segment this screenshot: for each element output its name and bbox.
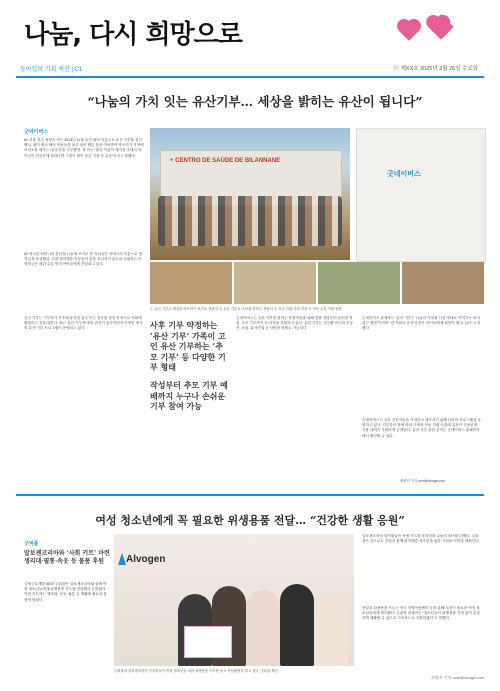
hygiene-kit-box: [184, 626, 232, 658]
article1-organization: 굿네이버스: [24, 129, 49, 135]
article2-body-1: 국제구호개발 NGO 굿피플은 알보젠코리아와 함께 여성 청소년들에게 위생용품 키트를 전달했다고 밝혔다. 이번 키트에는 생리대, 속옷, 필통 등 생활에 필요한 물품이 담겼다.: [24, 582, 107, 602]
heart-icon: [399, 21, 419, 41]
article2-body-3: 전달된 위생용품 키트는 전국 지역아동센터 등을 통해 도움이 필요한 여성 청소년들에게 배부됐다. 굿피플 관계자는 “청소년들이 위생용품 걱정 없이 건강하게 생활할 수 있도록 지속적으로 지원하겠다”고 말했다.: [362, 606, 480, 621]
article1-body-3: 유산 기부는 기부자가 사후에 유산의 일부 또는 전부를 공익 목적으로 사회에 환원하는 것을 말한다. 최근 유산 기부에 대한 관심이 높아지면서 다양한 방식의 유산 기부 프로그램이 운영되고 있다.: [24, 316, 143, 331]
hearts-illustration: [372, 10, 482, 50]
issue-date: ⓒ 제XX호 2025년 2월 26일 수요일: [393, 66, 478, 72]
article1-photo-3: [234, 262, 316, 304]
article2-photo-caption: 굿피플과 알보젠코리아 임직원들이 여성 청소년을 위한 위생용품 키트를 들고 기념촬영을 하고 있다. 굿피플 제공: [114, 669, 278, 673]
article1-body-5: 굿네이버스 관계자는 “유산 기부는 나눔의 가치를 다음 세대로 이어가는 의미 있는 방법”이라며 “한 사람의 유산이 많은 아이들에게 희망이 될 수 있다”고 말했다.: [362, 316, 481, 331]
article1-photo-4: [318, 262, 400, 304]
article2-body-2: 알보젠코리아 임직원들은 직접 키트를 포장하며 나눔의 의미를 더했다. 굿피플은 앞으로도 기업과 함께 취약계층 청소년을 위한 지원을 이어갈 계획이다.: [362, 534, 480, 544]
article2-headline: 여성 청소년에게 꼭 필요한 위생용품 전달… “건강한 생활 응원”: [95, 514, 405, 527]
article1-body-1: #1 서울 거주 정영숙 씨는 2019년 11월 숨진 딸의 이름으로 유산 기부를 결심했다. 딸이 평소 해외 아동들을 돕고 싶어 했던 뜻을 이어받아 아프리카 지역에 보건소를 세우는 데 유산을 기부했다. 정 씨는 “딸의 이름이 새겨진 곳에서 아이들이 건강하게 자란다면 그것이 딸이 남긴 가장 큰 유산”이라고 말했다.: [24, 138, 144, 158]
goodneighbors-logo: 굿네이버스: [387, 171, 421, 178]
health-center-sign: + CENTRO DE SAÚDE DE BILANNANE: [170, 158, 281, 164]
section-divider: [16, 494, 484, 496]
article1-byline: 최원지 기자 ncm@donga.com: [400, 479, 445, 483]
person: [314, 596, 348, 666]
article1-headline: “나눔의 가치 잇는 유산기부… 세상을 밝히는 유산이 됩니다”: [87, 94, 423, 109]
article1-side-photo: [356, 128, 486, 262]
article1-pullquote-1: 사후 기부 약정하는 ‘유산 기부’ 가족이 고인 유산 기부하는 ‘추모 기부’ 등 다양한 기부 형태: [150, 320, 226, 372]
article1-body-4: 굿네이버스는 유산 기부를 원하는 후원자들을 위해 법률 상담부터 유언장 작성, 추모 기부까지 전 과정을 지원하고 있다. 유산 기부는 현금뿐 아니라 부동산, 보험, 유가증권 등 다양한 형태로 가능하다.: [236, 316, 354, 331]
group-photo: [158, 196, 342, 246]
article1-photo-caption: ① 유산 기부로 개설한 아프리카 보건소 현판식 ② 유산 기부로 조성된 장학금 전달식 ③ 식수 지원 사업 현장 ④ 아동 교육 지원 현장: [150, 307, 342, 311]
article2-photo: [114, 534, 354, 666]
article2-organization: 굿피플: [24, 541, 39, 547]
person: [280, 584, 314, 666]
article1-body-2: #2 작고한 어머니의 유산을 나눔에 쓰기로 한 자녀들은 어머니의 이름으로 장학금을 조성했다. 국내 취약계층 아동들이 꿈을 포기하지 않도록 지원하는 이 장학금은 매년 수십 명의 아이들에게 전달되고 있다.: [24, 252, 143, 267]
section-label: 동아일보 기획 섹션 | C1: [20, 67, 83, 73]
alvogen-logo: Alvogen: [126, 554, 166, 565]
article1-photo-5: [402, 262, 484, 304]
article1-main-photo: [150, 128, 350, 260]
person: [246, 590, 280, 666]
page-title: 나눔, 다시 희망으로: [24, 20, 242, 50]
alvogen-logo-icon: [118, 553, 126, 565]
article1-pullquote-2: 작성부터 추모 기부 예배까지 누구나 손쉬운 기부 참여 가능: [150, 380, 228, 411]
article2-lead: 알보젠코리아와 ‘사회 키트’ 마련 생리대·필통·속옷 등 물품 후원: [24, 550, 110, 565]
article1-body-6: 굿네이버스는 유산 기부자들을 기억하고 예우하기 위해 다양한 프로그램을 운영하고 있다. 기부자의 뜻에 따라 국내외 아동 지원 사업에 유산이 사용되며, 사용 내역은 투명하게 공개된다. 유산 기부 관련 문의는 굿네이버스 홈페이지에서 확인할 수 있다.: [362, 418, 482, 438]
article2-byline: 최원지 기자 ncm@donga.com: [431, 675, 484, 680]
heart-icon: [428, 14, 453, 39]
article1-photo-2: [150, 262, 232, 304]
